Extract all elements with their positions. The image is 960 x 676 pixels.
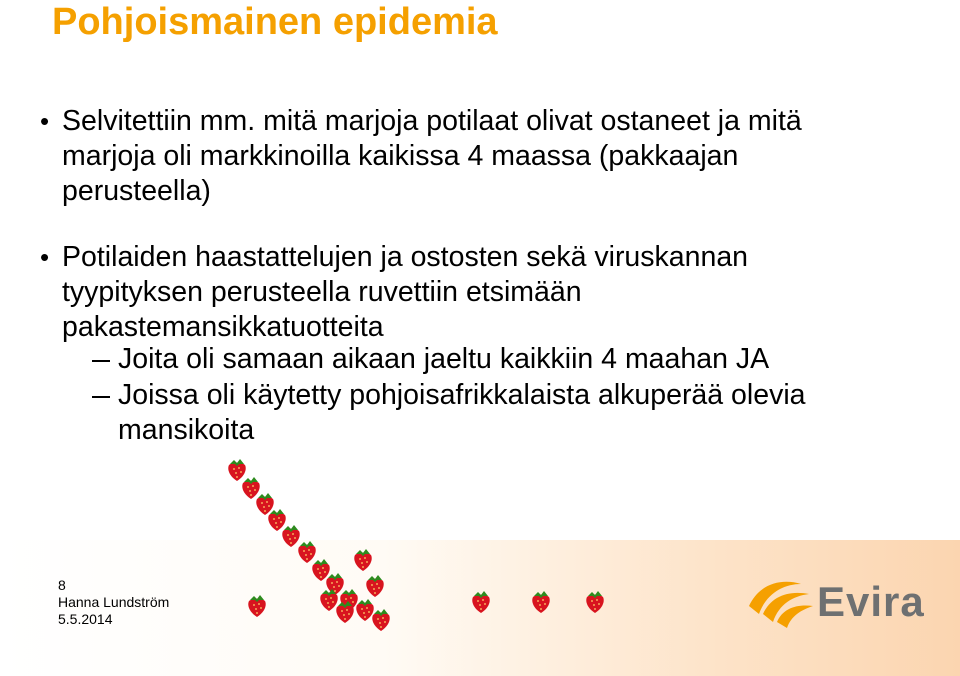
strawberry-icon [246, 592, 268, 618]
bullet-1-line-3: perusteella) [62, 175, 211, 207]
strawberry-icon [364, 572, 386, 598]
logo-wordmark: Evira [817, 578, 925, 625]
subbullet-2-line-2: mansikoita [118, 414, 255, 446]
evira-swoosh-icon [745, 570, 817, 630]
evira-logo [745, 570, 925, 630]
slide-title: Pohjoismainen epidemia [52, 1, 498, 43]
subbullet-1-line-1: Joita oli samaan aikaan jaeltu kaikkiin 4 maahan JA [118, 343, 770, 375]
dash-marker [92, 396, 110, 398]
bullet-marker: • [40, 242, 50, 272]
strawberry-icon [370, 606, 392, 632]
subbullet-2-line-1: Joissa oli käytetty pohjoisafrikkalaista alkuperää olevia [118, 379, 806, 411]
strawberry-icon [470, 588, 492, 614]
bullet-1-line-1: Selvitettiin mm. mitä marjoja potilaat olivat ostaneet ja mitä [62, 105, 802, 137]
strawberry-icon [584, 588, 606, 614]
bullet-2-line-2: tyypityksen perusteella ruvettiin etsimään [62, 276, 582, 308]
bullet-2-line-3: pakastemansikkatuotteita [62, 311, 384, 343]
strawberry-icon [530, 588, 552, 614]
strawberry-icon [352, 546, 374, 572]
strawberry-icon [334, 598, 356, 624]
bullet-1-line-2: marjoja oli markkinoilla kaikissa 4 maassa (pakkaajan [62, 140, 739, 172]
footer-author: Hanna Lundström [58, 594, 170, 610]
page-number: 8 [58, 577, 66, 593]
footer-date: 5.5.2014 [58, 611, 113, 627]
dash-marker [92, 360, 110, 362]
bullet-marker: • [40, 106, 50, 136]
bullet-2-line-1: Potilaiden haastattelujen ja ostosten sekä viruskannan [62, 241, 749, 273]
